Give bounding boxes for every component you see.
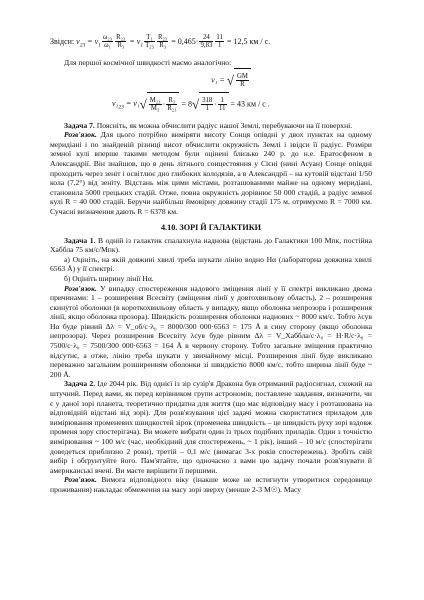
sqrt (140, 92, 180, 117)
equation-lhs-sub: 23 (79, 42, 86, 49)
sqrt-sign: √ (191, 96, 200, 112)
task-1-part-a: а) Оцініть, на якій довжині хвилі треба шукати лінію водно Hα (лабораторна довжина хвилі 6563 Å) у її спектрі. (50, 254, 372, 274)
fraction-den: M₃ (150, 105, 160, 113)
solution-7 (50, 130, 372, 216)
solution-1 (50, 284, 372, 380)
fraction (149, 97, 162, 113)
section-heading: 4.10. ЗОРІ Й ГАЛАКТИКИ (160, 222, 262, 232)
fraction (144, 34, 155, 50)
fraction (166, 97, 177, 113)
sqrt (227, 68, 251, 93)
fraction-den: 1 (217, 42, 222, 50)
fraction-den: 11 (219, 105, 226, 113)
task-label: Задача 2. (64, 379, 96, 389)
fraction-num: R₃ (166, 97, 177, 105)
fraction (201, 97, 213, 113)
fraction-den: R₃ (159, 42, 167, 50)
equation-mid: = v (127, 36, 141, 46)
fraction-num: T₁ (144, 34, 155, 42)
equation-eq: = v₁ (123, 98, 140, 108)
solution-2 (50, 475, 372, 494)
equation-value: = 0,465· (169, 36, 199, 46)
solution-text: Для цього потрібно виміряти висоту Сонця опівдні у двох пунктах на одному меридіані і по знайденій різниці висот обчислити окружність Землі і звідси її радіус. Розміри земної кулі вперше такими методом були оцінені близько 240 р. до н.е. Ератосфеном в Александрії. Він знайшов, що в день літнього сонцестояння у Сієні (нині Асуан) Сонце опівдні проходить через зеніт і освітлює дно глибоких колодязів, а в Александрії – на кутовій відстані 1/50 кола (7,2°) від зеніту. Відстань між цими містами, розташованими майже на одному меридіані, становила 5000 грецьких стадій. Отже, повна окружність дорівнює 50 000 стадій, а радіус земної кулі R = 40 000 стадій. Беручи найбільш ймовірну довжину стадії 175 м, отримуємо R = 7000 км. Сучасні визначення дають R = 6378 км. (50, 130, 372, 216)
fraction-den: ω₁ (104, 42, 111, 50)
sqrt-body: $\frac{\text{M₂₃}}{\text{M₃}}$ · $\frac{\text{R₃}}{\text{R₂₃}}$ (147, 92, 180, 117)
equation-lhs: v₁ = (211, 74, 227, 84)
equation-planet-cosmic (112, 92, 372, 116)
task-label: Задача 7. (64, 120, 95, 130)
sqrt (192, 92, 229, 117)
solution-label: Розв'язок. (64, 130, 97, 140)
equation-prefix: Звідси: (50, 36, 77, 46)
task-1-part-b: б) Оцініть ширину лінії Hα. (64, 273, 154, 283)
equation-escape-velocity (50, 34, 372, 56)
document-page (50, 34, 372, 495)
equation-eq-sub: 1 (98, 42, 101, 49)
fraction-num: R₂₃ (158, 34, 168, 41)
task-text: Поясніть, як можна обчислити радіус нашої Землі, перебуваючи на її поверхні. (94, 120, 353, 130)
sqrt-sign: √ (139, 96, 147, 112)
intro-first-cosmic: Для першої космічної швидкості маємо аналогічно: (64, 58, 232, 67)
fraction-num: ω₂₃ (102, 34, 113, 41)
task-text: . В одній із галактик спалахнула наднова (відстань до Галактики 100 Мпк, постійна Хаббла 75 км/с/Мпк). (50, 235, 372, 255)
fraction (218, 97, 227, 113)
fraction-den: R₃ (117, 42, 125, 50)
fraction (215, 34, 224, 50)
fraction-num: M₂₃ (149, 96, 161, 104)
equation-lhs-sub: 23 (118, 104, 124, 111)
fraction-num: 24 (199, 34, 213, 42)
sqrt-sign: √ (226, 72, 234, 88)
fraction-num: 1 (218, 97, 227, 105)
equation-first-cosmic (90, 68, 372, 92)
task-text: Іде 2044 рік. Від однієї із зір сузір'я Дракона був отриманий радіосигнал, схожий на штучний. Перед вами, як перед керівником групи астрономів, поставлене завдання, визначити, чи є у даної зорі планета, теоретично придатна для життя (що має відповідну масу і розташована на відповідній відстані від зорі). Для розв'язування цієї задачі можна скористатися приладом для вимірювання променевих швидкостей зірок (променева швидкість – це швидкість руху зорі вздовж променя зору спостерігача). Ви можете вибрати один із трьох подібних приладів. Один з точністю вимірювання ~ 100 м/с (час, необхідний для спостережень, ~ 1 рік), інший – 10 м/с (спостерігати доведеться приблизно 2 роки), третій – 0,1 м/с (вимагає 3-х років спостережень). Зробіть свій вибір і обґрунтуйте його. Пам'ятайте, що одночасно з вами цю задачу почали розв'язувати й американські вчені. Ви маєте вирішити її першими. (50, 379, 373, 475)
solution-text: Вимога відповідного віку (інакше може не встигнути утворитися середовище проживання) накладає обмеження на масу зорі зверху (менше 2-3 M☉). Масу (50, 475, 372, 494)
fraction-den: R (240, 81, 245, 89)
task-2 (50, 379, 372, 475)
fraction-den: R₂₃ (167, 105, 177, 113)
equation-result: = 12,5 км / с. (224, 36, 271, 46)
fraction-den: 9,83 (200, 42, 213, 50)
equation-lhs: v₁ (112, 98, 119, 108)
fraction (102, 34, 113, 50)
solution-text: У випадку спостереження надового зміщення лінії у її спектрі викликано двома причинами: 1 – розширення Всесвіту (зміщення лінії у довгохвильову область), 2 – розширення скинутої оболонки (в короткохвильову область у випадку, якщо оболонка непрозора і розширення лінії, якщо оболонка прозора). Швидкість розширення оболонки наднових ~ 8000 км/с. Тобто λсув Hα буде рівний Δλ = V_об/c·λ₀ = 8000/300 000·6563 = 175 Å в сину сторону (якщо оболонка непрозора). Через розширення Всесвіту λсув буде рівним Δλ = V_Хаббла/c·λ₀ = H·R/c·λ₀ = 7500/c·λ₀ = 7500/300 000·6563 = 164 Å в червону сторону. Тобто загальне зміщення практично відсутнє, а отже, лінію треба шукати у звичайному місці. Розширення лінії буде викликано переважно загальним розширенням оболонки зі швидкістю 8000 км/с, тобто ширина лінії буде ~ 200 Å. (50, 283, 372, 379)
equation-mid-sub: 1 (140, 42, 144, 49)
fraction-num: R₂₃ (116, 34, 126, 41)
solution-label: Розв'язок. (64, 283, 97, 293)
task-label: Задача 1 (64, 235, 94, 245)
equation-eq: = v (85, 36, 99, 46)
fraction-num: 318 (202, 96, 213, 104)
fraction (199, 34, 213, 50)
fraction-den: T₂₃ (145, 42, 155, 50)
sqrt-body: $\frac{318}{1}$ · $\frac{1}{11}$ (199, 92, 228, 117)
fraction-num: 11 (216, 34, 223, 41)
equation-result: = 43 км / с . (228, 98, 270, 108)
task-7 (50, 121, 372, 131)
equation-value: = 8 (179, 98, 192, 108)
equation-lhs: v (76, 36, 80, 46)
fraction (157, 34, 168, 50)
solution-label: Розв'язок. (64, 475, 97, 485)
fraction-den: 1 (205, 105, 209, 113)
sqrt-body (234, 68, 251, 93)
fraction (236, 73, 249, 89)
fraction (115, 34, 126, 50)
fraction-num: GM (236, 72, 248, 80)
task-1 (50, 236, 372, 255)
